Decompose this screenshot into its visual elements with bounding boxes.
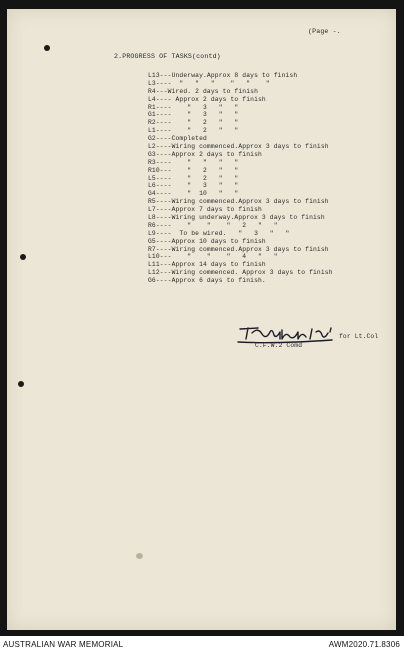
task-line: L6---- " 3 " " — [148, 182, 239, 190]
task-line: L4---- Approx 2 days to finish — [148, 95, 266, 103]
task-line: R7----Wiring commenced.Approx 3 days to finish — [148, 245, 329, 253]
task-line: R10--- " 2 " " — [148, 166, 239, 174]
task-line: L11---Approx 14 days to finish — [148, 261, 266, 269]
task-line: R6---- " " " 2 " " — [148, 221, 278, 229]
task-line: L2----Wiring commenced.Approx 3 days to finish — [148, 143, 329, 151]
section-heading: 2.PROGRESS OF TASKS(contd) — [114, 53, 221, 60]
task-line: R5----Wiring commenced.Approx 3 days to finish — [148, 198, 329, 206]
task-line: G4---- " 10 " " — [148, 190, 239, 198]
task-line: L3---- " " " " " " — [148, 79, 270, 87]
task-line: R2---- " 2 " " — [148, 119, 239, 127]
signature-suffix: for Lt.Col — [339, 333, 379, 340]
task-line: G2----Completed — [148, 135, 207, 143]
task-line: L10--- " " " 4 " " — [148, 253, 278, 261]
paper-stain — [136, 553, 143, 559]
signature-title: C.F.W.2 Comd — [255, 342, 303, 349]
task-line: L8----Wiring underway.Approx 3 days to finish — [148, 214, 325, 222]
task-line: R3---- " " " " — [148, 158, 239, 166]
footer-archive-name: AUSTRALIAN WAR MEMORIAL — [3, 640, 124, 649]
task-line: R1---- " 3 " " — [148, 103, 239, 111]
punch-hole-middle — [20, 254, 26, 260]
task-line: L13---Underway.Approx 8 days to finish — [148, 72, 298, 79]
page-reference: (Page -. — [308, 28, 341, 35]
task-line: G1---- " 3 " " — [148, 111, 239, 119]
task-line: L5---- " 2 " " — [148, 174, 239, 182]
task-line: L12---Wiring commenced. Approx 3 days to finish — [148, 269, 333, 277]
task-line: R4---Wired. 2 days to finish — [148, 87, 259, 95]
task-line: L9---- To be wired. " 3 " " — [148, 229, 290, 237]
task-progress-list — [148, 72, 333, 285]
task-line: G6----Approx 6 days to finish. — [148, 277, 266, 285]
punch-hole-bottom — [18, 381, 24, 387]
task-line: G5----Approx 10 days to finish — [148, 237, 266, 245]
task-line: L7----Approx 7 days to finish — [148, 206, 262, 214]
footer-reference-number: AWM2020.71.8306 — [328, 640, 400, 649]
task-line: L1---- " 2 " " — [148, 127, 239, 135]
punch-hole-top — [44, 45, 50, 51]
task-line: G3----Approx 2 days to finish — [148, 150, 262, 158]
